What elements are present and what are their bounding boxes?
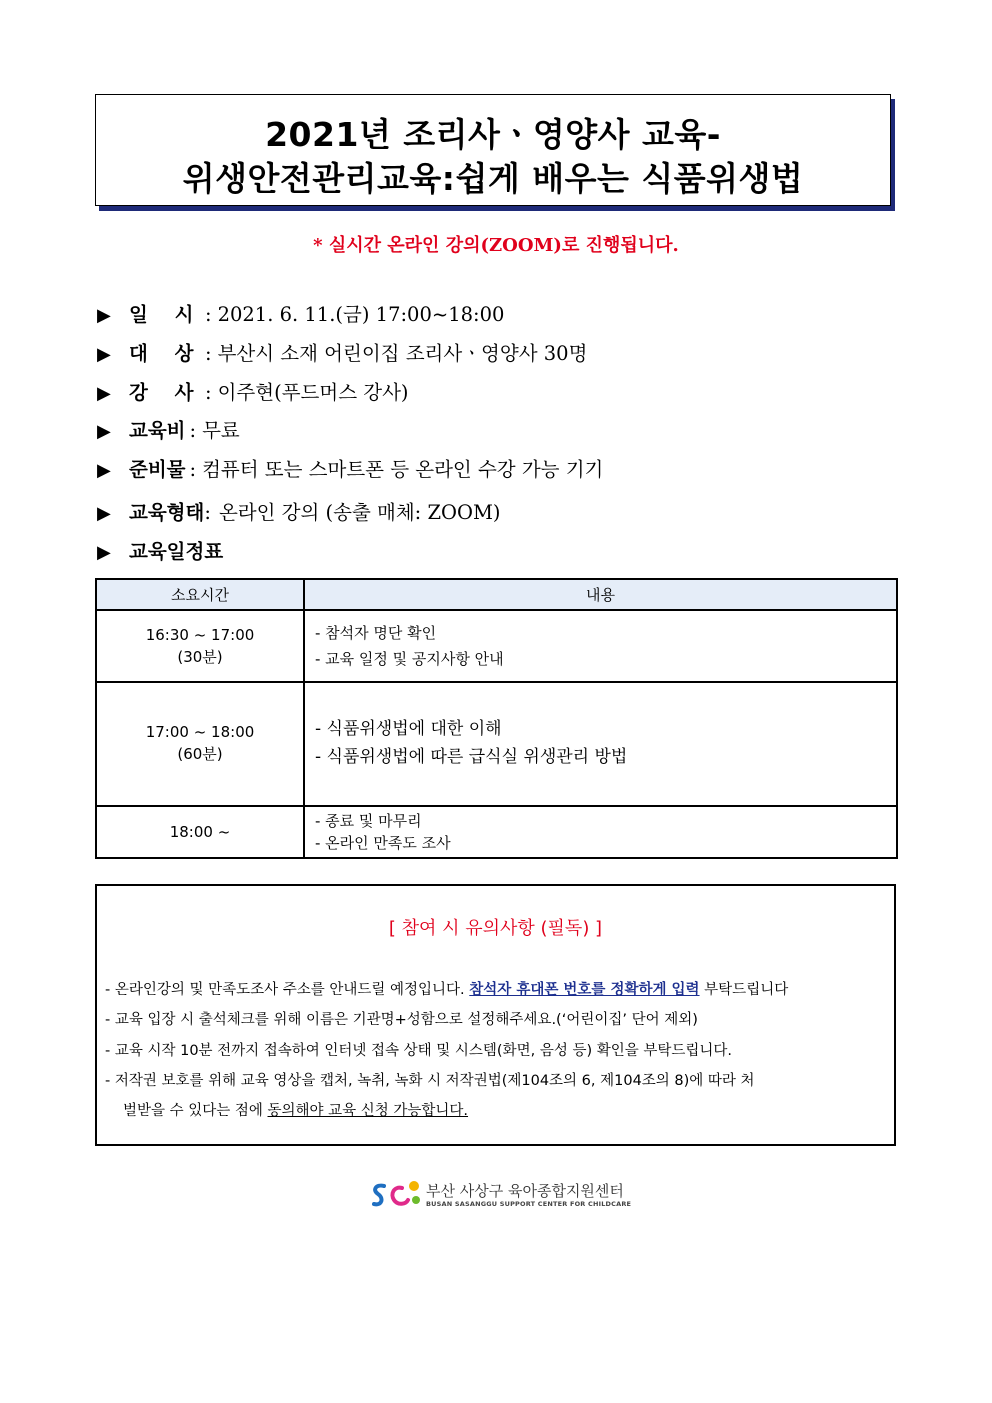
time-duration: (60분) [177, 745, 223, 763]
title-line-2: 위생안전관리교육:쉽게 배우는 식품위생법 [182, 159, 804, 198]
content-item: - 식품위생법에 대한 이해 [315, 719, 502, 739]
time-range: 18:00 ~ [169, 823, 231, 841]
online-notice: * 실시간 온라인 강의(ZOOM)로 진행됩니다. [313, 235, 679, 256]
info-label: 일 시 [129, 303, 204, 326]
time-duration: (30분) [177, 648, 223, 666]
center-logo-icon [370, 1178, 422, 1212]
arrow-right-icon: ▶ [97, 421, 111, 442]
caution-title: [ 참여 시 유의사항 (필독) ] [388, 918, 603, 939]
caution-box [95, 884, 896, 1146]
info-value: 무료 [202, 419, 240, 442]
info-format: ▶ 교육형태: 온라인 강의 (송출 매체: ZOOM) [97, 497, 501, 525]
arrow-right-icon: ▶ [97, 344, 111, 365]
info-target: ▶ 대 상: 부산시 소재 어린이집 조리사ㆍ영양사 30명 [97, 338, 587, 366]
info-label: 강 사 [129, 381, 204, 404]
header-content: 내용 [304, 579, 897, 610]
caution-highlight: 참석자 휴대폰 번호를 정확하게 입력 [469, 982, 700, 998]
info-label: 교육비 [129, 419, 186, 442]
info-date: ▶ 일 시: 2021. 6. 11.(금) 17:00~18:00 [97, 299, 504, 327]
time-cell [96, 806, 304, 858]
content-cell [304, 610, 897, 682]
caution-item [105, 978, 788, 999]
info-instructor: ▶ 강 사: 이주현(푸드머스 강사) [97, 377, 409, 405]
info-value: 컴퓨터 또는 스마트폰 등 온라인 수강 가능 기기 [202, 458, 604, 481]
arrow-right-icon: ▶ [97, 542, 111, 563]
schedule-table [95, 578, 898, 859]
content-cell [304, 682, 897, 806]
caution-item: - 교육 입장 시 출석체크를 위해 이름은 기관명+성함으로 설정해주세요.(‘어린이집’ 단어 제외) [105, 1012, 698, 1028]
info-label: 준비물 [129, 458, 186, 481]
footer-logo [370, 1176, 640, 1216]
content-item: - 교육 일정 및 공지사항 안내 [315, 650, 504, 668]
info-value: 이주현(푸드머스 강사) [217, 381, 409, 404]
caution-item [123, 1099, 468, 1120]
info-label: 교육형태 [129, 501, 205, 524]
table-header-row [96, 579, 897, 610]
table-row [96, 806, 897, 858]
arrow-right-icon: ▶ [97, 503, 111, 524]
time-range: 16:30 ~ 17:00 [145, 626, 255, 644]
info-value: 2021. 6. 11.(금) 17:00~18:00 [217, 303, 505, 326]
info-label: 교육일정표 [129, 540, 224, 563]
arrow-right-icon: ▶ [97, 305, 111, 326]
time-cell [96, 682, 304, 806]
content-item: - 식품위생법에 따른 급식실 위생관리 방법 [315, 747, 628, 767]
caution-item: - 저작권 보호를 위해 교육 영상을 캡처, 녹취, 녹화 시 저작권법(제104조의 6, 제104조의 8)에 따라 처 [105, 1073, 755, 1089]
table-row [96, 682, 897, 806]
caution-item: - 교육 시작 10분 전까지 접속하여 인터넷 접속 상태 및 시스템(화면, 음성 등) 확인을 부탁드립니다. [105, 1043, 732, 1059]
arrow-right-icon: ▶ [97, 460, 111, 481]
caution-text: 부탁드립니다 [699, 982, 789, 998]
title-box [95, 94, 891, 206]
info-value: 부산시 소재 어린이집 조리사ㆍ영양사 30명 [217, 342, 588, 365]
info-schedule-heading [97, 536, 223, 564]
org-name-korean: 부산 사상구 육아종합지원센터 [426, 1182, 624, 1200]
header-duration: 소요시간 [96, 579, 304, 610]
time-cell [96, 610, 304, 682]
content-item: - 온라인 만족도 조사 [315, 834, 451, 852]
info-value: 온라인 강의 (송출 매체: ZOOM) [218, 501, 501, 524]
caution-underline: 동의해야 교육 신청 가능합니다. [267, 1103, 469, 1119]
content-item: - 종료 및 마무리 [315, 812, 422, 830]
content-cell [304, 806, 897, 858]
time-range: 17:00 ~ 18:00 [145, 723, 255, 741]
info-materials: ▶ 준비물 : 컴퓨터 또는 스마트폰 등 온라인 수강 가능 기기 [97, 454, 603, 482]
table-row [96, 610, 897, 682]
title-line-1: 2021년 조리사ㆍ영양사 교육- [265, 115, 721, 154]
content-item: - 참석자 명단 확인 [315, 624, 437, 642]
caution-text: - 온라인강의 및 만족도조사 주소를 안내드릴 예정입니다. [105, 982, 470, 998]
org-name-english: BUSAN SASANGGU SUPPORT CENTER FOR CHILDCARE [426, 1200, 632, 1208]
info-fee: ▶ 교육비 : 무료 [97, 415, 240, 443]
info-label: 대 상 [129, 342, 204, 365]
arrow-right-icon: ▶ [97, 383, 111, 404]
caution-text: 벌받을 수 있다는 점에 [123, 1103, 268, 1119]
